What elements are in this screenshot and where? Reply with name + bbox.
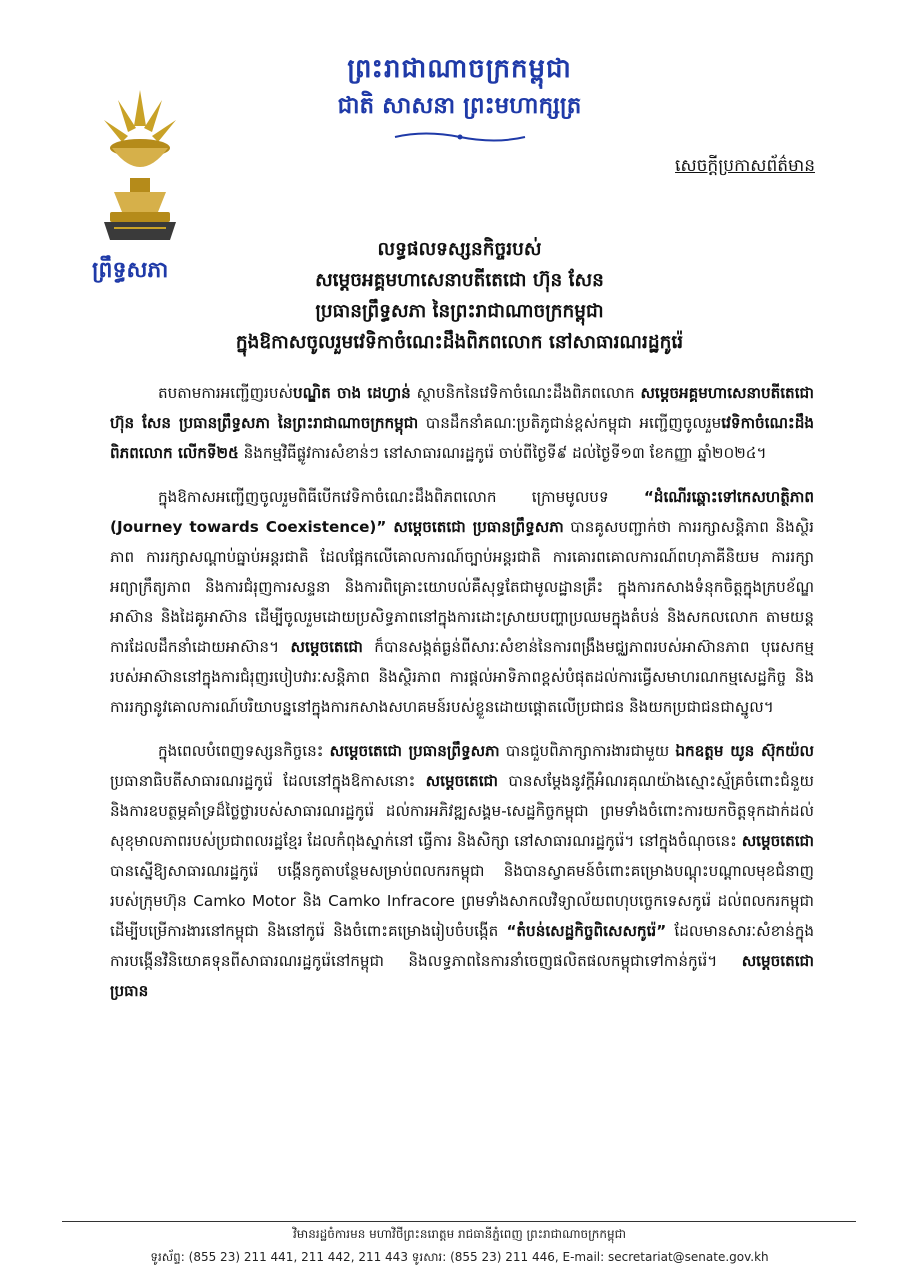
- paragraph-2: [110, 482, 814, 722]
- text-run: ប្រធានាធិបតីសាធារណរដ្ឋកូរ៉េ ដែលនៅក្នុងឱកាសនោះ: [110, 772, 426, 790]
- title-line: ក្នុងឱកាសចូលរួមវេទិកាចំណេះដឹងពិភពលោក នៅសាធារណរដ្ឋកូរ៉េ: [235, 332, 684, 353]
- text-run: បានសម្តែងនូវក្តីអំណរគុណយ៉ាងស្មោះស្ម័គ្រចំពោះជំនួយ និងការឧបត្ថម្ភគាំទ្រដ៏ថ្លៃថ្លារបស់សាធារណរដ្ឋកូរ៉េ ដល់ការអភិវឌ្ឍសង្គម-សេដ្ឋកិច្ចកម្ពុជា ព្រមទាំងចំពោះការយកចិត្តទុកដាក់ដល់សុខុមាលភាពរបស់ប្រជាពលរដ្ឋខ្មែរ ដែលកំពុងស្នាក់នៅ ធ្វើការ និងសិក្សា នៅសាធារណរដ្ឋកូរ៉េ។ នៅក្នុងចំណុចនេះ: [110, 772, 814, 850]
- text-run-bold: វេទិកាចំណេះដឹងពិភពលោក លើកទី២៥: [110, 414, 814, 462]
- text-run-bold: សម្តេចតេជោ ប្រធានព្រឹទ្ធសភា: [329, 742, 500, 760]
- paragraph-1: [110, 378, 814, 468]
- senate-emblem-icon: [98, 86, 182, 246]
- text-run: និងកម្មវិធីផ្លូវការសំខាន់ៗ នៅសាធារណរដ្ឋកូរ៉េ ចាប់ពីថ្ងៃទី៩ ដល់ថ្ងៃទី១៣ ខែកញ្ញា ឆ្នាំ២០២៤។: [238, 444, 767, 462]
- text-run: បានគូសបញ្ជាក់ថា ការរក្សាសន្តិភាព និងស្ថិរភាព ការរក្សាសណ្តាប់ធ្នាប់អន្តរជាតិ ដែលផ្អែកលើគោលការណ៍ច្បាប់អន្តរជាតិ ការគោរពគោលការណ៍ពហុភាគីនិយម ការរក្សាអព្យាក្រឹត្យភាព និងការជំរុញការសន្ទនា និងការពិគ្រោះយោបល់គឺសុទ្ធតែជាមូលដ្ឋានគ្រឹះ ក្នុងការកសាងទំនុកចិត្តក្នុងក្របខ័ណ្ឌអាស៊ាន និងដៃគូអាស៊ាន ដើម្បីចូលរួមដោយប្រសិទ្ធភាពនៅក្នុងការដោះស្រាយបញ្ហាប្រឈមក្នុងតំបន់ និងសកលលោក តាមយន្តការដែលដឹកនាំដោយអាស៊ាន។: [110, 518, 814, 656]
- footer-address: វិមានរដ្ឋចំការមន មហាវិថីព្រះនរោត្តម រាជធានីភ្នំពេញ ព្រះរាជាណាចក្រកម្ពុជា: [292, 1227, 626, 1241]
- footer-contacts: ទូរស័ព្ទ: (855 23) 211 441, 211 442, 211 443 ទូរសារ: (855 23) 211 446, E-mail: secretariat@senate.gov.kh: [150, 1250, 769, 1264]
- document-body: [110, 378, 814, 1020]
- text-run-bold: សម្តេចតេជោ: [425, 772, 498, 790]
- text-run-bold: “ដំណើរឆ្ពោះទៅកេសហត្ថិភាព (Journey towards Coexistence)” សម្តេចតេជោ ប្រធានព្រឹទ្ធសភា: [110, 488, 814, 536]
- institution-name: ព្រឹទ្ធសភា: [92, 257, 169, 283]
- text-run-bold: ឯកឧត្តម យូន ស៊ុកយ៉ល: [675, 742, 814, 760]
- text-run-bold: “តំបន់សេដ្ឋកិច្ចពិសេសកូរ៉េ”: [506, 922, 667, 940]
- text-run: ក៏បានសង្កត់ធ្ងន់ពីសារៈសំខាន់នៃការពង្រឹងមជ្ឈភាពរបស់អាស៊ានភាព បុរេសកម្មរបស់អាស៊ាននៅក្នុងការជំរុញរបៀបវារៈសន្តិភាព និងស្ថិរភាព ការផ្តល់អាទិភាពខ្ពស់បំផុតដល់ការធ្វើសមាហរណកម្មសេដ្ឋកិច្ច និងការរក្សានូវគោលការណ៍បរិយាបន្ននៅក្នុងការកសាងសហគមន៍របស់ខ្លួនដោយផ្តោតលើប្រជាជន និងយកប្រជាជនជាស្នូល។: [110, 638, 814, 716]
- title-line: ប្រធានព្រឹទ្ធសភា នៃព្រះរាជាណាចក្រកម្ពុជា: [315, 301, 604, 322]
- document-title: [120, 234, 799, 358]
- paragraph-3: [110, 736, 814, 1006]
- document-type-label: សេចក្តីប្រកាសព័ត៌មាន: [675, 156, 815, 176]
- text-run-bold: សម្តេចអគ្គមហាសេនាបតីតេជោ ហ៊ុន សែន ប្រធានព្រឹទ្ធសភា នៃព្រះរាជាណាចក្រកម្ពុជា: [110, 384, 814, 432]
- text-run: ក្នុងឱកាសអញ្ជើញចូលរួមពិធីបើកវេទិកាចំណេះដឹងពិភពលោក ក្រោមមូលបទ: [158, 488, 644, 506]
- text-run-bold: សម្តេចតេជោ: [290, 638, 363, 656]
- footer-divider: [62, 1221, 856, 1222]
- title-line: លទ្ធផលទស្សនកិច្ចរបស់: [377, 239, 542, 260]
- title-line: សម្តេចអគ្គមហាសេនាបតីតេជោ ហ៊ុន សែន: [315, 270, 604, 291]
- text-run: តបតាមការអញ្ជើញរបស់: [158, 384, 293, 402]
- text-run: ក្នុងពេលបំពេញទស្សនកិច្ចនេះ: [158, 742, 330, 760]
- ornament-divider-icon: [390, 130, 530, 144]
- text-run: ដែលមានសារៈសំខាន់ក្នុងការបង្កើនវិនិយោគទុនពីសាធារណរដ្ឋកូរ៉េនៅកម្ពុជា និងលទ្ធភាពនៃការនាំចេញផលិតផលកម្ពុជាទៅកាន់កូរ៉េ។: [110, 922, 815, 970]
- text-run-bold: បណ្ឌិត ចាង ដេហ្វាន់: [292, 384, 411, 402]
- text-run-bold: សម្តេចតេជោ ប្រធាន: [110, 952, 814, 1000]
- text-run: បានស្នើឱ្យសាធារណរដ្ឋកូរ៉េ បង្កើនកូតាបន្ថែមសម្រាប់ពលករកម្ពុជា និងបានស្វាគមន៍ចំពោះគម្រោងបណ្តុះបណ្តាលមុខជំនាញរបស់ក្រុមហ៊ុន Camko Motor និង Camko Infracore ព្រមទាំងសាកលវិទ្យាល័យពហុបច្ចេកទេសកូរ៉េ ដល់ពលករកម្ពុជា ដើម្បីបម្រើការងារនៅកម្ពុជា និងនៅកូរ៉េ និងចំពោះគម្រោងរៀបចំបង្កើត: [110, 862, 814, 940]
- text-run: ស្ថាបនិកនៃវេទិកាចំណេះដឹងពិភពលោក: [410, 384, 641, 402]
- text-run: បានជួបពិភាក្សាការងារជាមួយ: [499, 742, 676, 760]
- kingdom-heading: ព្រះរាជាណាចក្រកម្ពុជា: [347, 54, 572, 84]
- national-motto: ជាតិ សាសនា ព្រះមហាក្សត្រ: [337, 92, 582, 119]
- text-run-bold: សម្តេចតេជោ: [741, 832, 814, 850]
- text-run: បានដឹកនាំគណៈប្រតិភូជាន់ខ្ពស់កម្ពុជា អញ្ជើញចូលរួម: [418, 414, 722, 432]
